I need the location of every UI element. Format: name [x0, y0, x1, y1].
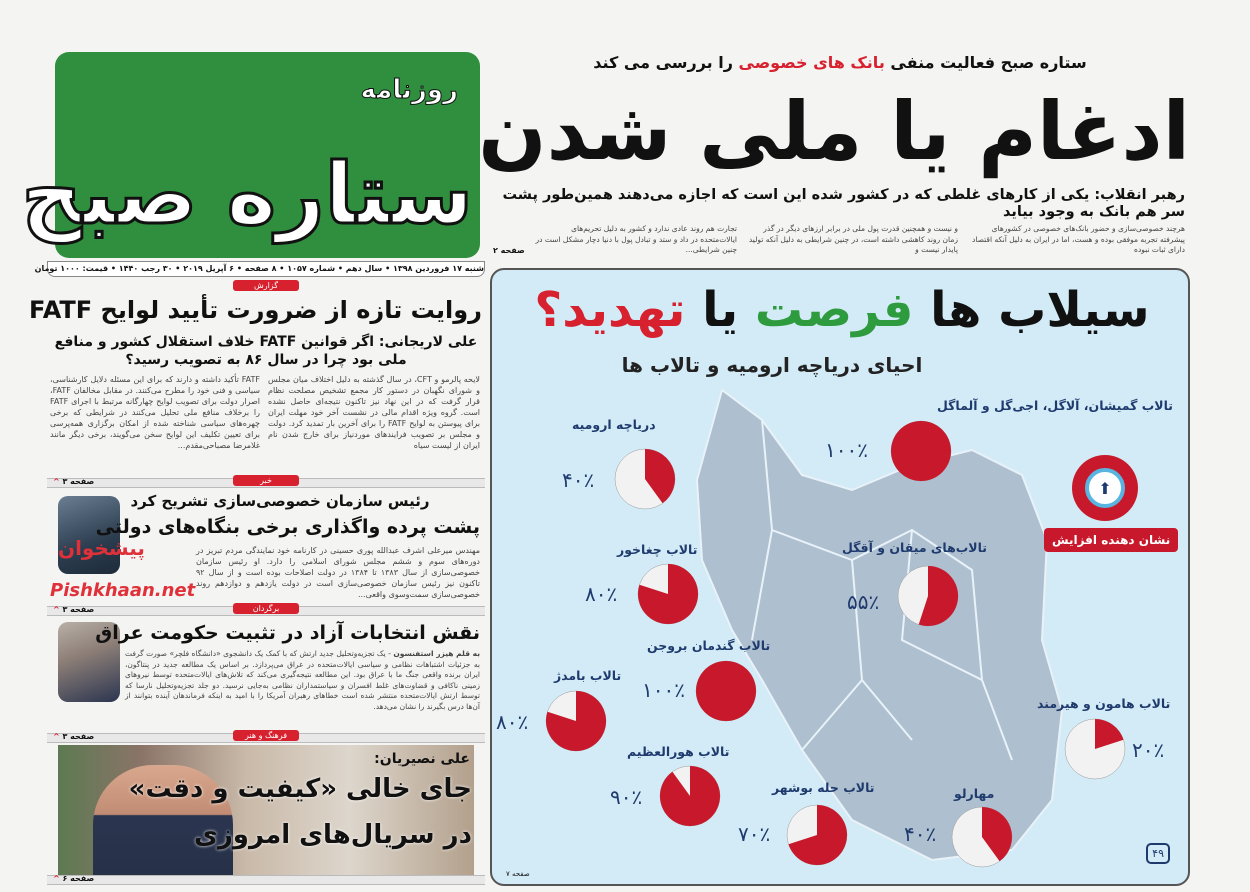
story-kicker: رئیس سازمان خصوصی‌سازی تشریح کرد	[130, 492, 430, 510]
lead-headline[interactable]: ادغام یا ملی شدن	[478, 85, 1190, 178]
pie-value-label: ۲۰٪	[1132, 738, 1165, 762]
byline: به قلم هیزر استفنسون	[393, 649, 481, 658]
story-headline[interactable]: پشت پرده واگذاری برخی بنگاه‌های دولتی	[95, 516, 480, 538]
story-body: FATF تأکید داشته و دارند که برای این مسئله دلایل کارشناسی، سیاسی و فنی خود را مطرح می‌کنند. در مقابل مخالفان FATF، اصرار دولت برای تصویب لوایح چهارگانه مرتبط با اجرای FATF را برخلاف منافع ملی تحلیل می‌کنند در شرایطی که برخی چهره‌های سیاسی شناخته شده از امکان برگزاری همه‌پرسی برای تعیین تکلیف این لوایح سخن می‌گویند، برخی دیگر مانند غلامرضا مصباحی‌مقدم...	[50, 375, 260, 450]
watermark-url: Pishkhaan.net	[50, 580, 196, 601]
pie-chart	[695, 660, 757, 722]
pie-value-label: ۱۰۰٪	[825, 438, 868, 462]
pie-value-label: ۸۰٪	[496, 710, 529, 734]
page-reference[interactable]: ^ صفحه ۳	[53, 605, 95, 614]
infographic-subtitle: احیای دریاچه ارومیه و تالاب ها	[621, 353, 923, 377]
story-body: لایحه پالرمو و CFT، در سال گذشته به دلیل اختلاف میان مجلس و شورای نگهبان در دستور کار مجمع تشخیص مصلحت نظام قرار گرفت که در این نهاد نیز تاکنون نتیجه‌ای حاصل نشده است. گروه ویژه اقدام مالی در نشست آخر خود مهلت ایران برای پیوستن به لوایح FATF را برای آخرین بار تمدید کرد. دولت و مجلس بر تصویب فرایندهای موردنیاز برای خارج شدن نام ایران از لیست سیاه	[268, 375, 480, 450]
pie-chart	[890, 420, 952, 482]
logo-text: ستاره صبح	[21, 145, 473, 243]
issue-number: ۴۹	[1146, 843, 1170, 864]
body-text: - یک تجزیه‌وتحلیل جدید ارتش که با کمک یک دانشجوی «دانشگاه فلچر» صورت گرفت به جزئیات اشتباهات نظامی و سیاسی ایالات‌متحده در عراق می‌پردازد. بر اساس یک مطالعه جدید در پنتاگون، ایران برنده واقعی جنگ ما با عراق بود. این مطالعه نتیجه‌گیری می‌کند که تلاش‌های ایالات‌متحده توسط نیروهای زمینی ناکافی و قضاوت‌های غلط افسران و سیاستمداران نظامی به‌جایی نرسید. دو جلد تجزیه‌وتحلیل نارسا که توسط ارتش ایالات‌متحده منتشر شده است خطاهای رهبران آمریکا را با امید به اینکه فرماندهان آینده بتوانند از آن‌ها درس بگیرند را نشان می‌دهد.	[125, 649, 480, 711]
pie-chart	[659, 765, 721, 827]
section-tag: فرهنگ و هنر	[233, 730, 299, 741]
infographic-title: سیلاب ها فرصت یا تهدید؟	[534, 282, 1150, 338]
story-subhead: علی لاریجانی: اگر قوانین FATF خلاف استقلال کشور و منافع ملی بود چرا در سال ۸۶ به تصویب رسید؟	[54, 334, 478, 368]
story-body: مهندس میرعلی اشرف عبدالله پوری حسینی در کارنامه خود نمایندگی مردم تبریز در دوره‌های سوم و ششم مجلس شورای اسلامی را دارد. او رئیس سازمان خصوصی‌سازی از سال ۱۳۸۳ تا ۱۳۸۴ در دولت اصلاحات بوده است و از سال ۹۲ تاکنون نیز رئیس سازمان خصوصی‌سازی است در دولت یازدهم و دوازدهم روند خصوصی‌سازی سمت‌وسوی واقعی...	[196, 546, 480, 599]
pie-chart	[637, 563, 699, 625]
pie-label: تالاب بامدژ	[554, 668, 622, 683]
pie-label: مهارلو	[954, 786, 995, 801]
date-bar: شنبه ۱۷ فروردین ۱۳۹۸ • سال دهم • شماره ۱۰۵۷ • ۸ صفحه • ۶ آپریل ۲۰۱۹ • ۳۰ رجب ۱۴۴۰ • قیمت: ۱۰۰۰ تومان	[47, 261, 485, 277]
pie-label: دریاچه ارومیه	[572, 417, 656, 432]
pie-chart	[897, 565, 959, 627]
infographic	[490, 268, 1190, 886]
pie-chart	[614, 448, 676, 510]
story-headline[interactable]: در سریال‌های امروزی	[193, 820, 472, 850]
pie-slice	[696, 661, 756, 721]
story-headline[interactable]: جای خالی «کیفیت و دقت»	[128, 774, 472, 804]
kicker-text: ستاره صبح فعالیت منفی	[884, 53, 1087, 72]
pie-value-label: ۵۵٪	[847, 590, 880, 614]
page-reference[interactable]: ^ صفحه ۳	[53, 477, 95, 486]
pie-label: تالاب حله بوشهر	[772, 780, 875, 795]
story-headline[interactable]: روایت تازه از ضرورت تأیید لوایح FATF	[29, 296, 482, 324]
pie-label: تالاب چغاخور	[617, 542, 698, 557]
page-reference[interactable]: صفحه ۷	[506, 870, 530, 878]
section-tag: برگردان	[233, 603, 299, 614]
lead-kicker	[490, 52, 1190, 74]
pie-chart	[1064, 718, 1126, 780]
pie-label: تالاب هورالعظیم	[627, 744, 730, 759]
pie-slice	[891, 421, 951, 481]
section-tag: خبر	[233, 475, 299, 486]
story-kicker: علی نصیریان:	[374, 751, 470, 767]
pie-chart	[786, 804, 848, 866]
logo-subtitle: روزنامه	[360, 75, 458, 105]
page-reference[interactable]: ^ صفحه ۳	[53, 732, 95, 741]
pie-value-label: ۷۰٪	[738, 822, 771, 846]
kicker-highlight: بانک های خصوصی	[738, 53, 885, 72]
page-reference[interactable]: صفحه ۲	[493, 246, 525, 255]
pie-value-label: ۴۰٪	[562, 468, 595, 492]
page-reference[interactable]: ^ صفحه ۶	[53, 874, 95, 883]
story-headline[interactable]: نقش انتخابات آزاد در تثبیت حکومت عراق	[95, 622, 480, 644]
watermark: پیشخوان	[58, 536, 145, 560]
pie-label: تالاب‌های میقان و آقگل	[842, 540, 987, 555]
pie-chart	[951, 806, 1013, 868]
pie-value-label: ۹۰٪	[610, 785, 643, 809]
masthead-logo	[21, 52, 480, 258]
lead-column: هرچند خصوصی‌سازی و حضور بانک‌های خصوصی در کشورهای پیشرفته تجربه موفقی بوده و هست، اما در ایران به دلیل آنکه اقتصاد دارای ثبات نبوده	[972, 224, 1185, 254]
pie-value-label: ۱۰۰٪	[642, 678, 685, 702]
legend-marker	[1072, 455, 1138, 521]
lead-column: و نیست و همچنین قدرت پول ملی در برابر ارزهای دیگر در گذر زمان روند کاهشی داشته است، در چنین شرایطی به دلیل آنکه تولید پایدار نیست و	[748, 224, 958, 254]
pie-label: تالاب گندمان بروجن	[647, 638, 771, 653]
story-body	[125, 649, 480, 712]
arrow-up-icon: ⬆	[1085, 468, 1125, 508]
lead-column: تجارت هم روند عادی ندارد و کشور به دلیل تحریم‌های ایالات‌متحده در داد و ستد و تبادل پول با دنیا دچار مشکل است در چنین شرایطی...	[535, 224, 737, 254]
pie-label: تالاب گمیشان، آلاگل، اجی‌گل و آلماگل	[937, 398, 1173, 413]
section-tag: گزارش	[233, 280, 299, 291]
section-divider	[47, 875, 485, 885]
pie-value-label: ۸۰٪	[585, 582, 618, 606]
kicker-text: را بررسی می کند	[593, 53, 739, 72]
legend-label: نشان دهنده افزایش	[1044, 528, 1178, 552]
pie-value-label: ۴۰٪	[904, 822, 937, 846]
pie-label: تالاب هامون و هیرمند	[1037, 696, 1171, 711]
lead-subhead: رهبر انقلاب: یکی از کارهای غلطی که در کشور شده این است که اجازه می‌دهند همین‌طور پشت سر هم بانک به وجود بیاید	[502, 187, 1185, 220]
pie-chart	[545, 690, 607, 752]
